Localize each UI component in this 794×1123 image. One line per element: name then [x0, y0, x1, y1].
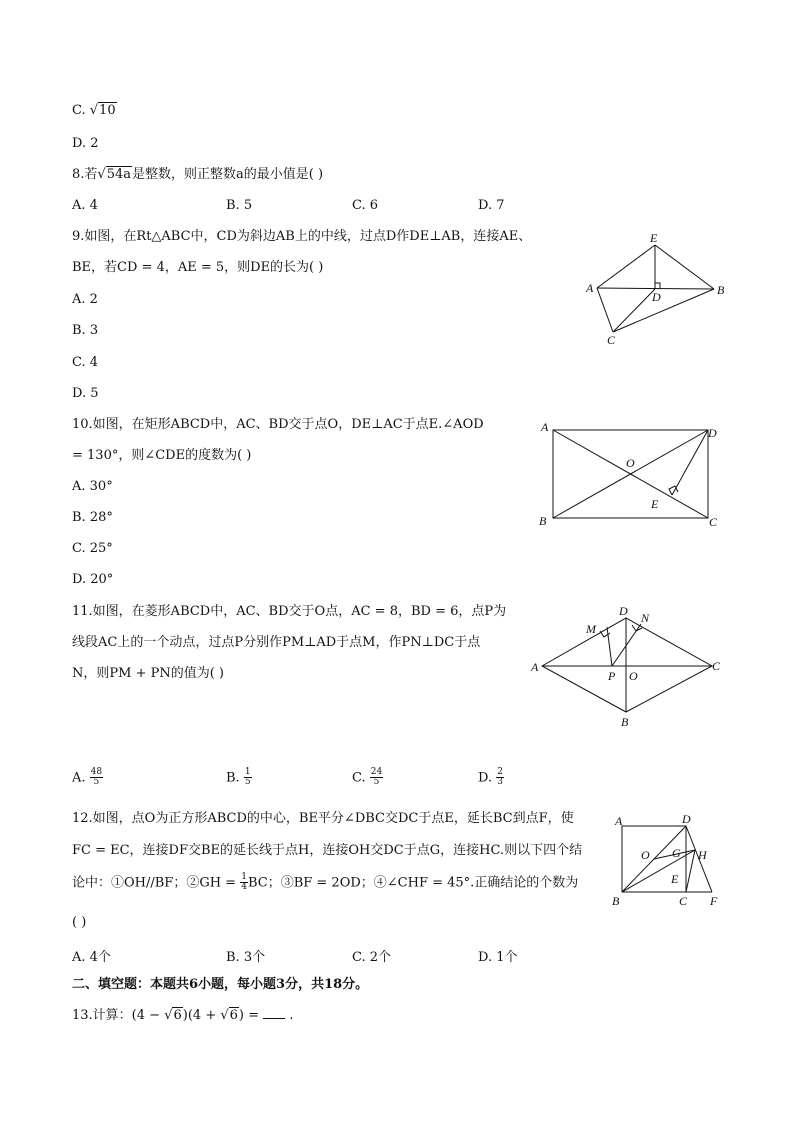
q12-stem-line3-b: BC；③BF = 2OD；④∠CHF = 45°.正确结论的个数为 — [247, 875, 579, 891]
q10-label-d: D — [708, 426, 717, 440]
q12-option-d: D. 1个 — [478, 950, 518, 965]
q11-option-b-label: B. — [226, 770, 244, 786]
q9-option-b: B. 3 — [72, 323, 99, 338]
q10-option-d: D. 20° — [72, 572, 114, 587]
q11-option-b-numerator: 1 — [244, 767, 251, 777]
q12-label-h: H — [698, 848, 707, 862]
q10-label-c: C — [709, 515, 718, 529]
q11-option-b-fraction — [244, 768, 252, 788]
q13-answer-blank[interactable] — [263, 1018, 285, 1019]
q8-stem — [72, 167, 323, 183]
q13-sqrt-1: √6 — [164, 1008, 182, 1023]
q10-label-b: B — [539, 514, 547, 528]
q12-fraction — [240, 873, 248, 893]
q13-pre: 13.计算：(4 − — [72, 1008, 165, 1023]
q11-option-b — [226, 768, 252, 788]
q8-option-b: B. 5 — [226, 198, 253, 213]
q10-option-b: B. 28° — [72, 510, 113, 525]
q11-option-c — [352, 768, 383, 788]
q11-option-c-numerator: 24 — [370, 767, 383, 777]
q9-label-a: A — [586, 281, 594, 295]
q13-stem — [72, 1008, 293, 1024]
q12-label-c: C — [679, 894, 688, 908]
q12-label-e: E — [671, 872, 679, 886]
q11-stem-line3: N，则PM + PN的值为( ) — [72, 666, 224, 681]
q11-option-a-denominator: 5 — [93, 777, 100, 788]
q12-label-f: F — [710, 894, 718, 908]
q10-stem-line2: = 130°，则∠CDE的度数为( ) — [72, 448, 252, 463]
q13-post: ) = — [238, 1008, 264, 1023]
q12-fraction-numerator: 1 — [241, 872, 247, 882]
q13-end: . — [285, 1008, 294, 1023]
q8-option-a: A. 4 — [72, 198, 98, 213]
q9-label-e: E — [650, 231, 658, 245]
q12-label-o: O — [641, 848, 650, 862]
q10-label-e: E — [651, 497, 659, 511]
q10-stem-line1: 10.如图，在矩形ABCD中，AC、BD交于点O，DE⊥AC于点E.∠AOD — [72, 417, 484, 432]
q12-stem-line2: FC = EC，连接DF交BE的延长线于点H，连接OH交DC于点G，连接HC.则以下四个结 — [72, 843, 583, 858]
q11-option-d — [478, 768, 504, 788]
q8-sqrt: √54a — [97, 167, 131, 182]
q11-option-c-fraction — [370, 768, 383, 788]
q9-label-b: B — [717, 283, 725, 297]
q12-stem-line3 — [72, 873, 578, 893]
q12-label-b: B — [612, 894, 620, 908]
q9-label-c: C — [607, 333, 616, 347]
q12-fraction-denominator: 4 — [241, 882, 247, 893]
q11-option-d-denominator: 3 — [497, 777, 503, 788]
q12-stem-line1: 12.如图，点O为正方形ABCD的中心，BE平分∠DBC交DC于点E，延长BC到点F，使 — [72, 811, 574, 826]
q11-option-c-denominator: 5 — [373, 777, 380, 788]
q7-option-c — [72, 103, 117, 119]
q11-label-o: O — [629, 669, 638, 683]
q12-label-a: A — [615, 814, 623, 828]
q10-figure — [535, 415, 730, 535]
q10-label-a: A — [541, 420, 549, 434]
q13-radicand-2: 6 — [229, 1008, 238, 1023]
q11-label-n: N — [641, 611, 650, 625]
q12-option-c: C. 2个 — [352, 950, 392, 965]
q8-option-d: D. 7 — [478, 198, 505, 213]
q11-stem-line2: 线段AC上的一个动点，过点P分别作PM⊥AD于点M，作PN⊥DC于点 — [72, 635, 481, 650]
q9-option-d: D. 5 — [72, 386, 99, 401]
q12-stem-line4: ( ) — [72, 915, 87, 930]
q12-option-a: A. 4个 — [72, 950, 111, 965]
q13-radicand-1: 6 — [173, 1008, 182, 1023]
q11-option-a-fraction — [90, 768, 103, 788]
q13-sqrt-2: √6 — [220, 1008, 238, 1023]
q11-option-d-fraction — [496, 768, 504, 788]
q11-option-c-label: C. — [352, 770, 370, 786]
q12-label-d: D — [682, 812, 691, 826]
q11-option-b-denominator: 5 — [244, 777, 251, 788]
q11-stem-line1: 11.如图，在菱形ABCD中，AC、BD交于O点，AC = 8，BD = 6，点P为 — [72, 604, 507, 619]
q7-option-d: D. 2 — [72, 136, 99, 151]
q11-label-b: B — [621, 715, 629, 729]
q10-label-o: O — [626, 456, 635, 470]
q11-label-c: C — [712, 659, 721, 673]
q8-radicand: 54a — [106, 167, 131, 182]
section-2-title: 二、填空题：本题共6小题，每小题3分，共18分。 — [72, 977, 369, 992]
q9-option-a: A. 2 — [72, 292, 98, 307]
q11-label-d: D — [619, 604, 628, 618]
q12-label-g: G — [672, 846, 681, 860]
q7-option-c-radicand: 10 — [99, 103, 116, 118]
q12-stem-line3-a: 论中：①OH//BF；②GH = — [72, 875, 241, 891]
q11-option-a-label: A. — [72, 770, 90, 786]
q11-option-d-numerator: 2 — [497, 767, 503, 777]
q11-label-a: A — [531, 660, 539, 674]
q11-label-m: M — [586, 622, 596, 636]
q9-label-d: D — [652, 290, 661, 304]
q10-option-a: A. 30° — [72, 479, 113, 494]
q12-figure — [608, 810, 730, 910]
q7-option-c-label: C. — [72, 103, 90, 118]
q11-option-a — [72, 768, 103, 788]
q10-option-c: C. 25° — [72, 541, 113, 556]
q12-option-b: B. 3个 — [226, 950, 266, 965]
q9-option-c: C. 4 — [72, 355, 99, 370]
q11-figure — [525, 600, 730, 730]
q7-option-c-sqrt: √10 — [89, 103, 116, 118]
q11-label-p: P — [608, 669, 616, 683]
q8-option-c: C. 6 — [352, 198, 379, 213]
q9-stem-line2: BE，若CD = 4，AE = 5，则DE的长为( ) — [72, 260, 324, 275]
q9-stem-line1: 9.如图，在Rt△ABC中，CD为斜边AB上的中线，过点D作DE⊥AB，连接AE、 — [72, 229, 532, 244]
q13-mid: )(4 + — [182, 1008, 221, 1023]
q11-option-a-numerator: 48 — [90, 767, 103, 777]
q8-stem-post: 是整数，则正整数a的最小值是( ) — [132, 167, 324, 182]
q11-option-d-label: D. — [478, 770, 497, 786]
q9-figure — [580, 228, 730, 348]
q8-stem-pre: 8.若 — [72, 167, 98, 182]
